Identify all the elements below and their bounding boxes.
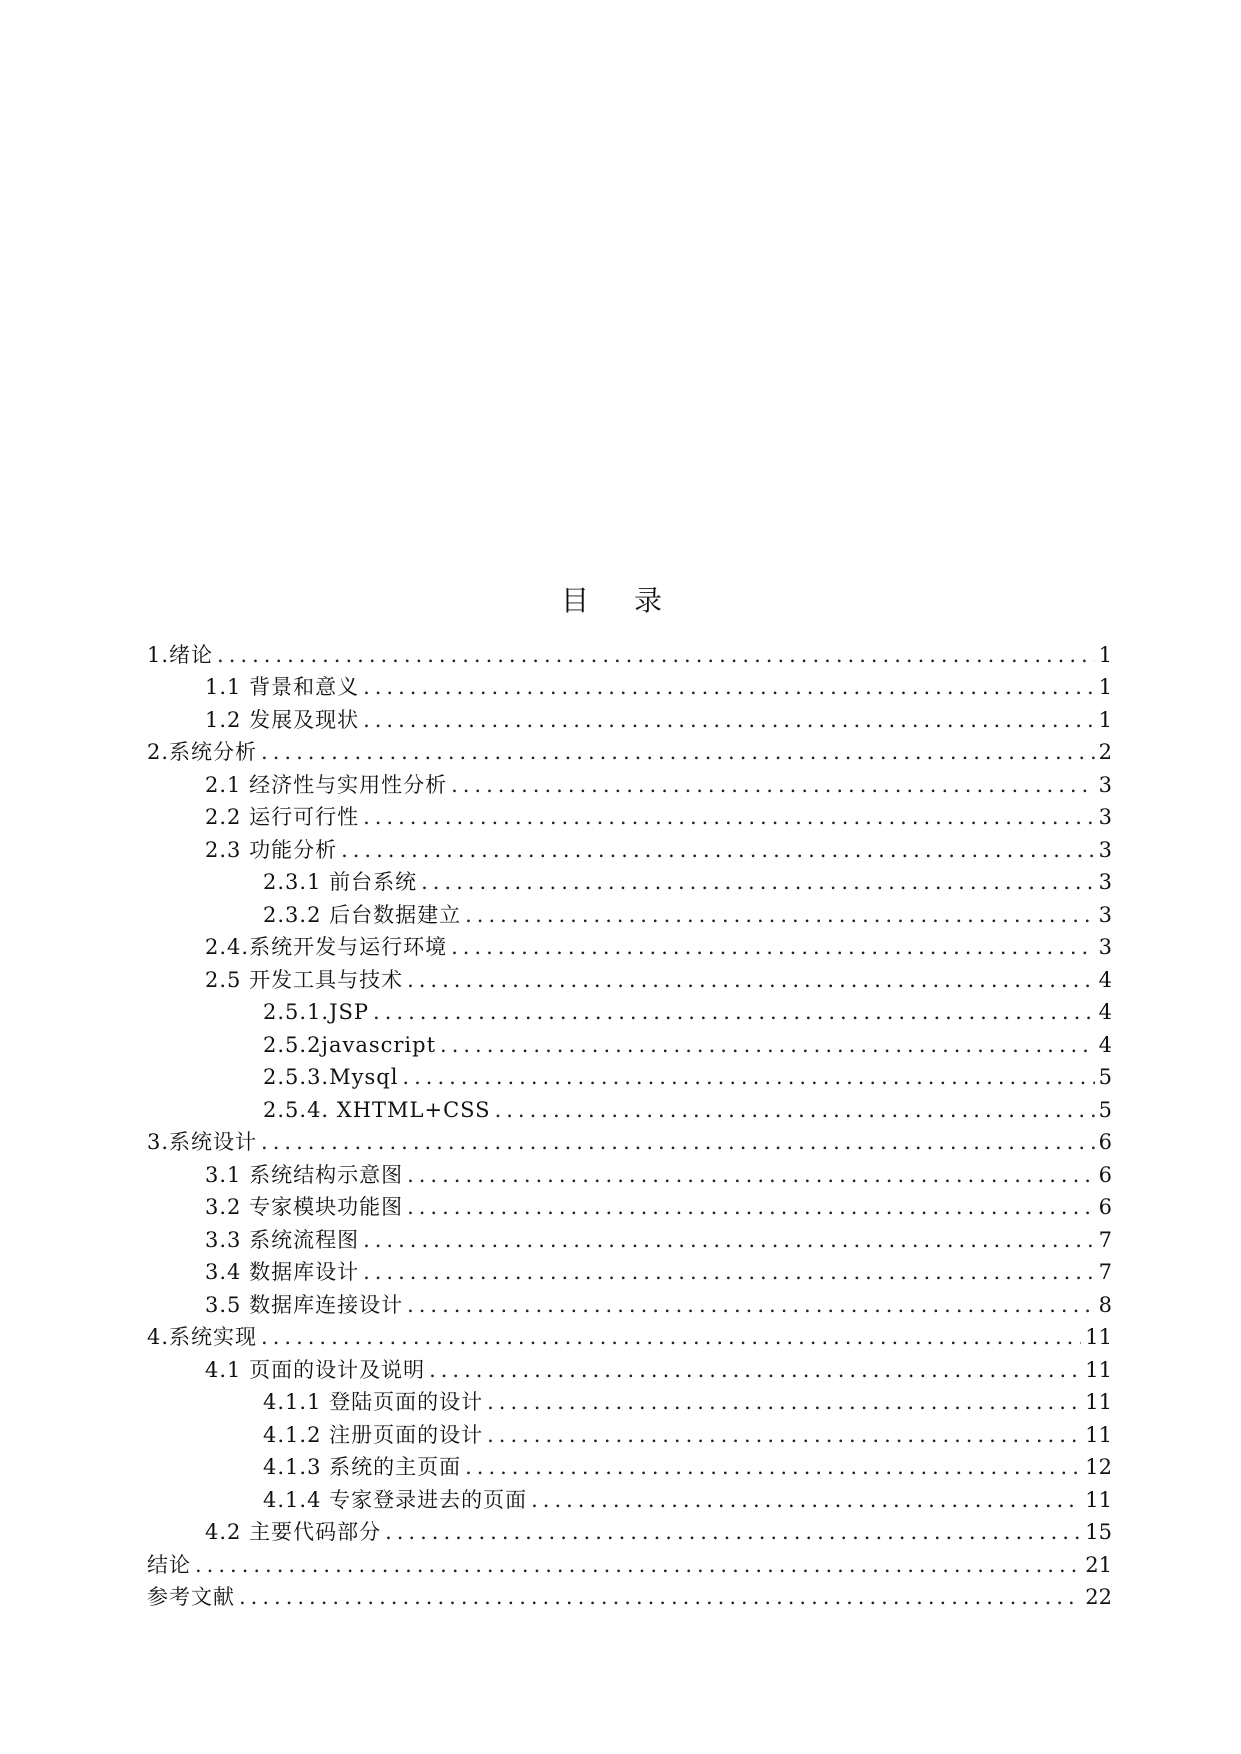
toc-entry-label: 4.1.4 专家登录进去的页面 [263,1487,528,1512]
toc-entry-label: 3.4 数据库设计 [205,1260,360,1284]
toc-leader-dots [363,707,1095,733]
toc-entry-page-number: 4 [1098,1032,1112,1057]
toc-entry[interactable] [147,1090,1112,1123]
toc-entry-label: 2.2 运行可行性 [205,805,360,829]
toc-entry-page-number: 6 [1098,1195,1112,1219]
toc-entry-page-number: 4 [1098,967,1112,992]
toc-entry[interactable] [147,1123,1112,1156]
toc-leader-dots [385,1519,1081,1545]
toc-entry-page-number: 6 [1098,1162,1112,1187]
toc-entry[interactable] [147,1058,1112,1091]
toc-leader-dots [421,869,1095,895]
toc-entry-page-number: 1 [1098,675,1112,699]
toc-entry-page-number: 11 [1085,1325,1112,1349]
toc-leader-dots [217,642,1095,668]
toc-entry-label: 2.3 功能分析 [205,837,338,862]
toc-entry-page-number: 22 [1085,1585,1112,1609]
toc-entry[interactable] [147,1025,1112,1058]
toc-entry[interactable] [147,1513,1112,1546]
toc-entry-label: 2.5.2javascript [263,1032,437,1057]
toc-leader-dots [363,804,1095,830]
toc-entry-label: 结论 [147,1552,191,1577]
toc-entry-label: 2.3.2 后台数据建立 [263,902,462,927]
toc-leader-dots [429,1357,1081,1383]
toc-leader-dots [363,1227,1095,1253]
toc-entry[interactable] [147,798,1112,831]
toc-entry[interactable] [147,1155,1112,1188]
toc-entry[interactable] [147,960,1112,993]
toc-title: 目 录 [561,584,680,617]
toc-entry[interactable] [147,1188,1112,1221]
toc-entry-label: 3.2 专家模块功能图 [205,1195,404,1219]
toc-leader-dots [487,1389,1081,1415]
toc-entry[interactable] [147,993,1112,1026]
table-of-contents [147,635,1112,1610]
toc-entry-page-number: 6 [1098,1130,1112,1154]
toc-entry-page-number: 15 [1085,1520,1112,1544]
toc-entry-label: 2.3.1 前台系统 [263,870,418,894]
toc-entry-page-number: 3 [1098,772,1112,797]
toc-entry-label: 3.系统设计 [147,1130,258,1154]
toc-leader-dots [440,1032,1095,1058]
toc-entry-label: 3.5 数据库连接设计 [205,1292,404,1317]
toc-entry-page-number: 3 [1098,935,1112,959]
toc-entry-label: 4.1.2 注册页面的设计 [263,1422,484,1447]
toc-entry-label: 1.1 背景和意义 [205,675,360,699]
toc-entry[interactable] [147,1480,1112,1513]
toc-entry-page-number: 2 [1098,740,1112,764]
toc-entry[interactable] [147,1253,1112,1286]
toc-entry[interactable] [147,700,1112,733]
toc-leader-dots [451,934,1095,960]
toc-entry-label: 2.4.系统开发与运行环境 [205,935,448,959]
toc-leader-dots [261,1129,1095,1155]
toc-entry[interactable] [147,1578,1112,1611]
toc-entry[interactable] [147,765,1112,798]
toc-entry[interactable] [147,1318,1112,1351]
toc-entry-label: 2.5.4. XHTML+CSS [263,1097,491,1122]
toc-entry-label: 4.1.1 登陆页面的设计 [263,1390,484,1414]
toc-leader-dots [451,772,1095,798]
toc-entry[interactable] [147,895,1112,928]
toc-entry[interactable] [147,1383,1112,1416]
toc-entry-page-number: 5 [1098,1065,1112,1089]
toc-entry[interactable] [147,928,1112,961]
toc-entry[interactable] [147,1448,1112,1481]
toc-entry[interactable] [147,1220,1112,1253]
toc-entry-page-number: 12 [1085,1455,1112,1479]
toc-entry-page-number: 7 [1098,1260,1112,1284]
toc-entry-page-number: 1 [1098,642,1112,667]
toc-entry-page-number: 7 [1098,1227,1112,1252]
toc-entry-label: 4.系统实现 [147,1325,258,1349]
toc-leader-dots [363,1259,1095,1285]
toc-entry-label: 2.系统分析 [147,740,258,764]
toc-entry-page-number: 5 [1098,1097,1112,1122]
toc-entry-label: 1.2 发展及现状 [205,707,360,732]
toc-entry-label: 2.5.1.JSP [263,1000,370,1024]
toc-entry-page-number: 4 [1098,1000,1112,1024]
toc-entry-page-number: 11 [1085,1390,1112,1414]
toc-entry[interactable] [147,668,1112,701]
toc-entry-label: 2.1 经济性与实用性分析 [205,772,448,797]
toc-leader-dots [407,1162,1095,1188]
toc-entry-label: 2.5.3.Mysql [263,1065,399,1089]
toc-leader-dots [407,1194,1095,1220]
toc-entry-page-number: 3 [1098,902,1112,927]
toc-entry[interactable] [147,1545,1112,1578]
toc-entry-label: 4.1 页面的设计及说明 [205,1357,426,1382]
toc-entry[interactable] [147,830,1112,863]
toc-entry-page-number: 21 [1085,1552,1112,1577]
toc-leader-dots [407,1292,1095,1318]
toc-leader-dots [495,1097,1095,1123]
toc-entry-page-number: 3 [1098,870,1112,894]
toc-entry[interactable] [147,733,1112,766]
toc-leader-dots [407,967,1095,993]
toc-leader-dots [341,837,1095,863]
toc-entry[interactable] [147,1350,1112,1383]
toc-leader-dots [261,1324,1081,1350]
toc-leader-dots [402,1064,1094,1090]
toc-entry-page-number: 3 [1098,837,1112,862]
toc-entry-label: 4.2 主要代码部分 [205,1520,382,1544]
toc-entry[interactable] [147,1415,1112,1448]
toc-leader-dots [363,674,1095,700]
toc-entry-page-number: 11 [1085,1487,1112,1512]
toc-entry[interactable] [147,635,1112,668]
toc-leader-dots [195,1552,1081,1578]
toc-entry-page-number: 11 [1085,1422,1112,1447]
toc-leader-dots [465,902,1095,928]
toc-entry-label: 3.3 系统流程图 [205,1227,360,1252]
toc-leader-dots [261,739,1095,765]
toc-entry-page-number: 3 [1098,805,1112,829]
toc-entry-page-number: 1 [1098,707,1112,732]
toc-leader-dots [239,1584,1081,1610]
toc-entry-page-number: 8 [1098,1292,1112,1317]
toc-entry-label: 1.绪论 [147,642,214,667]
toc-leader-dots [487,1422,1081,1448]
toc-entry-label: 2.5 开发工具与技术 [205,967,404,992]
toc-leader-dots [465,1454,1081,1480]
toc-leader-dots [373,999,1095,1025]
toc-entry-label: 4.1.3 系统的主页面 [263,1455,462,1479]
toc-entry[interactable] [147,1285,1112,1318]
toc-entry-page-number: 11 [1085,1357,1112,1382]
toc-entry-label: 参考文献 [147,1585,235,1609]
toc-entry[interactable] [147,863,1112,896]
toc-entry-label: 3.1 系统结构示意图 [205,1162,404,1187]
toc-leader-dots [531,1487,1081,1513]
